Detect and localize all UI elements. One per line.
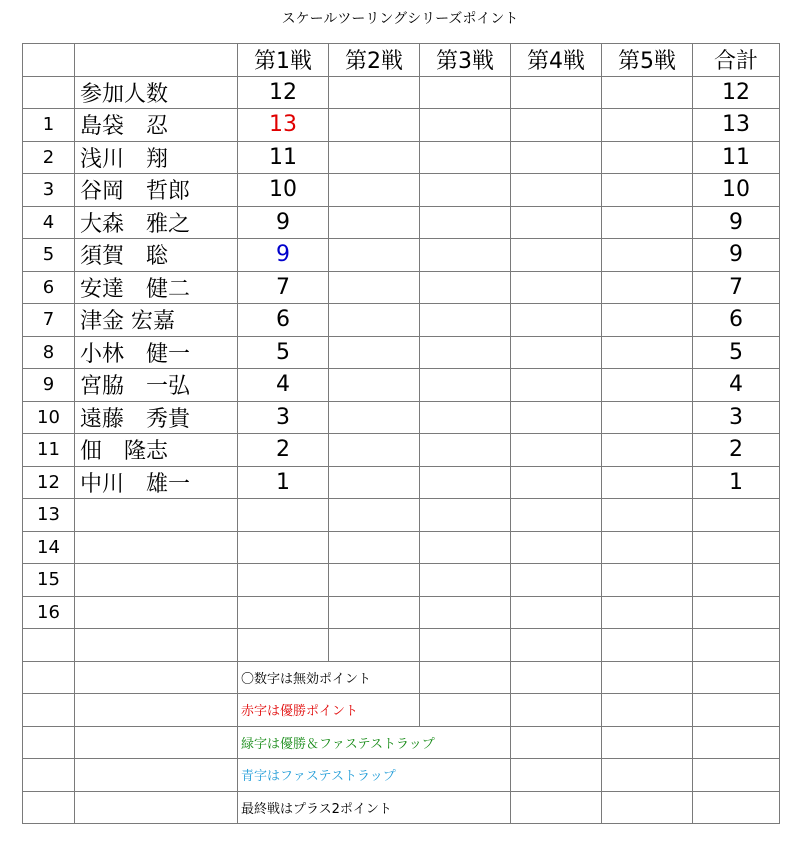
rank-cell: 2 [23,141,75,174]
rider-name: 津金 宏嘉 [75,304,238,337]
race-2-points [329,369,420,402]
race-2-points [329,466,420,499]
total-points [693,531,780,564]
race-4-points [511,109,602,142]
race-5-points [602,596,693,629]
participants-label: 参加人数 [75,76,238,109]
race-1-points: 9 [238,206,329,239]
race-1-points: 3 [238,401,329,434]
race-2-points [329,401,420,434]
race-3-points [420,434,511,467]
rank-cell: 12 [23,466,75,499]
race-2-points [329,141,420,174]
race-1-points: 10 [238,174,329,207]
page-title: スケールツーリングシリーズポイント [281,11,519,27]
table-row [23,206,780,239]
race-4-points [511,596,602,629]
race-1-points [238,564,329,597]
table-row [23,271,780,304]
race-4-points [511,629,602,662]
name-cell [75,791,238,824]
rank-cell: 16 [23,596,75,629]
table-row [23,564,780,597]
race-1-points: 1 [238,466,329,499]
race-3-points [420,401,511,434]
race-5-points [602,304,693,337]
rider-name: 島袋 忍 [75,109,238,142]
race-4-points [511,174,602,207]
race-2-points [329,304,420,337]
race-3-points [420,531,511,564]
header-no [23,44,75,77]
race-5-points [602,531,693,564]
empty-cell [511,791,602,824]
race-4-points [511,499,602,532]
empty-cell [693,661,780,694]
header-race-2: 第2戦 [329,44,420,77]
rank-cell: 7 [23,304,75,337]
participants-race-5 [602,76,693,109]
race-3-points [420,174,511,207]
empty-cell [693,726,780,759]
rank-cell: 10 [23,401,75,434]
race-1-points: 7 [238,271,329,304]
empty-cell [693,791,780,824]
total-points [693,564,780,597]
race-5-points [602,401,693,434]
race-4-points [511,531,602,564]
total-points [693,629,780,662]
no-cell [23,791,75,824]
race-3-points [420,271,511,304]
name-cell [75,661,238,694]
empty-cell [420,661,511,694]
race-2-points [329,109,420,142]
race-5-points [602,141,693,174]
race-3-points [420,499,511,532]
empty-cell [420,694,511,727]
race-4-points [511,466,602,499]
race-4-points [511,141,602,174]
total-points: 3 [693,401,780,434]
race-3-points [420,596,511,629]
total-points [693,499,780,532]
empty-cell [693,759,780,792]
header-row [23,44,780,77]
race-3-points [420,304,511,337]
participants-race-2 [329,76,420,109]
rider-name: 安達 健二 [75,271,238,304]
race-1-points [238,629,329,662]
race-5-points [602,271,693,304]
participants-race-1: 12 [238,76,329,109]
rider-name: 谷岡 哲郎 [75,174,238,207]
legend-row [23,726,780,759]
race-3-points [420,239,511,272]
race-4-points [511,206,602,239]
empty-cell [511,694,602,727]
legend-row [23,694,780,727]
total-points: 10 [693,174,780,207]
rider-name [75,629,238,662]
race-2-points [329,629,420,662]
race-3-points [420,466,511,499]
header-race-1: 第1戦 [238,44,329,77]
race-2-points [329,434,420,467]
table-row [23,401,780,434]
table-row [23,141,780,174]
race-3-points [420,629,511,662]
table-row [23,174,780,207]
legend-text: 青字はファステストラップ [238,759,511,792]
race-5-points [602,239,693,272]
rider-name: 遠藤 秀貴 [75,401,238,434]
name-cell [75,726,238,759]
table-row [23,499,780,532]
total-points: 4 [693,369,780,402]
table-row [23,109,780,142]
participants-race-4 [511,76,602,109]
total-points: 7 [693,271,780,304]
race-1-points: 6 [238,304,329,337]
rank-cell: 6 [23,271,75,304]
header-total: 合計 [693,44,780,77]
race-4-points [511,271,602,304]
legend-row [23,661,780,694]
race-5-points [602,564,693,597]
rider-name: 中川 雄一 [75,466,238,499]
race-1-points: 13 [238,109,329,142]
race-2-points [329,206,420,239]
legend-text: 最終戦はプラス2ポイント [238,791,511,824]
empty-cell [693,694,780,727]
race-3-points [420,109,511,142]
table-row [23,239,780,272]
header-race-5: 第5戦 [602,44,693,77]
no-cell [23,661,75,694]
table-row [23,629,780,662]
legend-text: 緑字は優勝＆ファステストラップ [238,726,511,759]
rider-name [75,499,238,532]
race-2-points [329,531,420,564]
rider-name [75,596,238,629]
participants-row [23,76,780,109]
race-4-points [511,304,602,337]
rank-cell: 11 [23,434,75,467]
race-5-points [602,109,693,142]
table-row [23,336,780,369]
legend-text: 〇数字は無効ポイント [238,661,420,694]
total-points: 1 [693,466,780,499]
race-4-points [511,401,602,434]
total-points [693,596,780,629]
race-1-points: 2 [238,434,329,467]
race-2-points [329,499,420,532]
no-cell [23,726,75,759]
race-1-points [238,596,329,629]
rider-name [75,531,238,564]
race-3-points [420,206,511,239]
race-5-points [602,369,693,402]
total-points: 13 [693,109,780,142]
name-cell [75,694,238,727]
race-5-points [602,466,693,499]
total-points: 9 [693,239,780,272]
legend-row [23,791,780,824]
race-1-points: 11 [238,141,329,174]
rider-name: 宮脇 一弘 [75,369,238,402]
rank-cell: 3 [23,174,75,207]
race-5-points [602,629,693,662]
rank-cell: 1 [23,109,75,142]
race-1-points: 5 [238,336,329,369]
points-table [22,43,780,824]
rank-cell: 14 [23,531,75,564]
race-3-points [420,141,511,174]
total-points: 5 [693,336,780,369]
race-2-points [329,271,420,304]
rank-cell: 5 [23,239,75,272]
rider-name: 大森 雅之 [75,206,238,239]
race-5-points [602,336,693,369]
empty-cell [511,726,602,759]
race-1-points [238,499,329,532]
race-2-points [329,239,420,272]
rider-name: 佃 隆志 [75,434,238,467]
no-cell [23,694,75,727]
empty-cell [602,694,693,727]
rank-cell: 8 [23,336,75,369]
rider-name [75,564,238,597]
race-4-points [511,336,602,369]
rider-name: 小林 健一 [75,336,238,369]
table-row [23,466,780,499]
total-points: 11 [693,141,780,174]
race-2-points [329,174,420,207]
race-5-points [602,206,693,239]
race-4-points [511,564,602,597]
header-race-4: 第4戦 [511,44,602,77]
participants-race-3 [420,76,511,109]
empty-cell [511,759,602,792]
table-row [23,304,780,337]
no-cell [23,759,75,792]
participants-total: 12 [693,76,780,109]
race-2-points [329,564,420,597]
rank-cell [23,629,75,662]
total-points: 6 [693,304,780,337]
race-5-points [602,434,693,467]
rank-cell: 9 [23,369,75,402]
rank-cell: 4 [23,206,75,239]
empty-cell [602,759,693,792]
race-4-points [511,239,602,272]
race-2-points [329,596,420,629]
race-4-points [511,434,602,467]
total-points: 9 [693,206,780,239]
race-2-points [329,336,420,369]
rider-name: 浅川 翔 [75,141,238,174]
race-3-points [420,369,511,402]
rank-cell: 15 [23,564,75,597]
empty-cell [602,726,693,759]
table-row [23,369,780,402]
rank-cell: 13 [23,499,75,532]
race-3-points [420,564,511,597]
table-row [23,434,780,467]
race-5-points [602,174,693,207]
empty-cell [602,661,693,694]
no-cell [23,76,75,109]
legend-text: 赤字は優勝ポイント [238,694,420,727]
header-race-3: 第3戦 [420,44,511,77]
race-5-points [602,499,693,532]
table-row [23,531,780,564]
race-1-points: 9 [238,239,329,272]
rider-name: 須賀 聡 [75,239,238,272]
table-row [23,596,780,629]
total-points: 2 [693,434,780,467]
race-4-points [511,369,602,402]
legend-row [23,759,780,792]
race-1-points [238,531,329,564]
header-name [75,44,238,77]
empty-cell [511,661,602,694]
race-1-points: 4 [238,369,329,402]
race-3-points [420,336,511,369]
name-cell [75,759,238,792]
empty-cell [602,791,693,824]
